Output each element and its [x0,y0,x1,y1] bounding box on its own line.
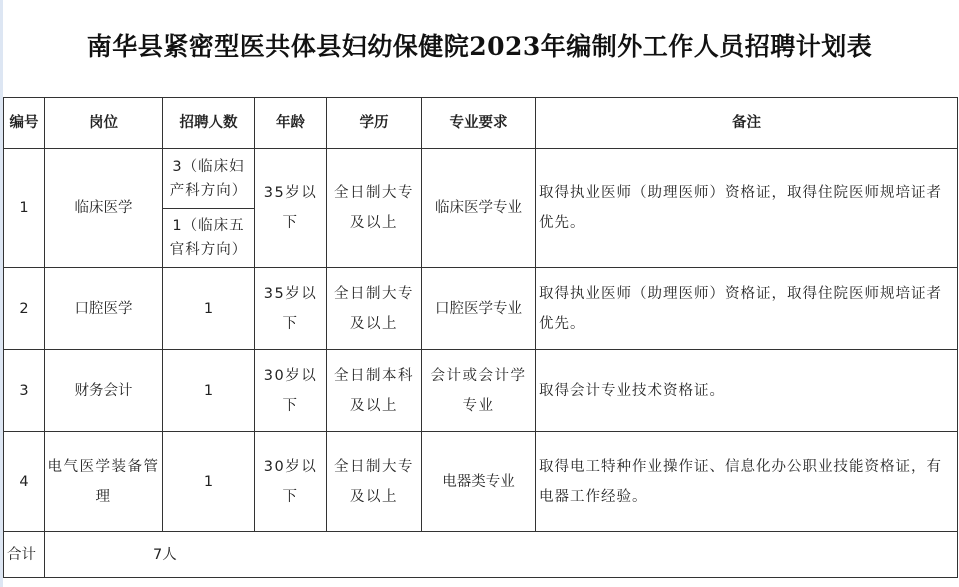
header-position: 岗位 [45,98,163,149]
cell-education: 全日制大专及以上 [327,432,422,532]
header-education: 学历 [327,98,422,149]
table-row [4,268,958,350]
header-remarks: 备注 [536,98,958,149]
recruitment-plan-table [3,97,958,578]
total-value: 7人 [45,532,958,578]
cell-count-a: 3（临床妇产科方向） [163,149,255,209]
table-row [4,350,958,432]
cell-count: 1 [163,350,255,432]
cell-remarks: 取得电工特种作业操作证、信息化办公职业技能资格证，有电器工作经验。 [536,432,958,532]
header-count: 招聘人数 [163,98,255,149]
cell-no: 4 [4,432,45,532]
cell-age: 30岁以下 [255,350,327,432]
header-age: 年龄 [255,98,327,149]
cell-position: 口腔医学 [45,268,163,350]
cell-no: 1 [4,149,45,268]
cell-major: 口腔医学专业 [422,268,536,350]
cell-age: 35岁以下 [255,268,327,350]
cell-education: 全日制本科及以上 [327,350,422,432]
cell-education: 全日制大专及以上 [327,149,422,268]
total-row [4,532,958,578]
cell-position: 临床医学 [45,149,163,268]
cell-age: 35岁以下 [255,149,327,268]
cell-position: 财务会计 [45,350,163,432]
cell-education: 全日制大专及以上 [327,268,422,350]
cell-major: 临床医学专业 [422,149,536,268]
table-row [4,149,958,209]
cell-position: 电气医学装备管理 [45,432,163,532]
total-label: 合计 [4,532,45,578]
cell-remarks: 取得会计专业技术资格证。 [536,350,958,432]
cell-age: 30岁以下 [255,432,327,532]
cell-count-b: 1（临床五官科方向） [163,209,255,268]
cell-count: 1 [163,432,255,532]
cell-remarks: 取得执业医师（助理医师）资格证，取得住院医师规培证者优先。 [536,149,958,268]
header-no: 编号 [4,98,45,149]
cell-major: 电器类专业 [422,432,536,532]
cell-no: 2 [4,268,45,350]
header-major: 专业要求 [422,98,536,149]
cell-count: 1 [163,268,255,350]
cell-remarks: 取得执业医师（助理医师）资格证，取得住院医师规培证者优先。 [536,268,958,350]
table-row [4,432,958,532]
table-header-row [4,98,958,149]
page-title: 南华县紧密型医共体县妇幼保健院2023年编制外工作人员招聘计划表 [86,32,873,61]
cell-no: 3 [4,350,45,432]
cell-major: 会计或会计学专业 [422,350,536,432]
